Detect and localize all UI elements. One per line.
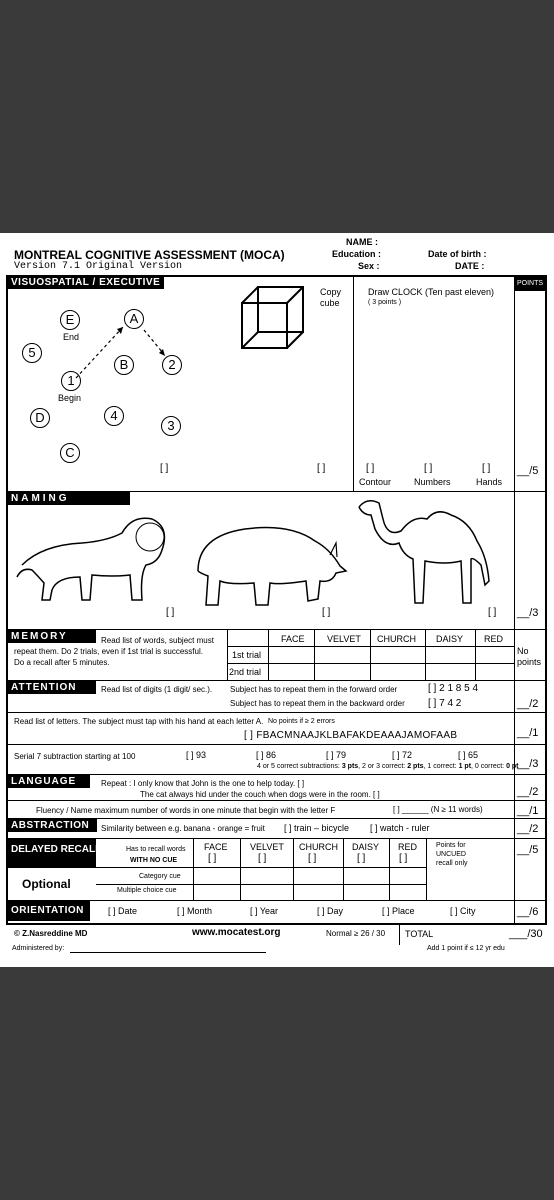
section-language-title: LANGUAGE	[7, 775, 90, 788]
serial7-72[interactable]: [ ] 72	[392, 750, 413, 760]
memory-word-church: CHURCH	[377, 634, 416, 644]
abstraction-score: __/2	[517, 823, 539, 835]
language-repeat-1[interactable]: Repeat : I only know that John is the one to help today. [ ]	[101, 779, 305, 788]
memory-instructions-3: Do a recall after 5 minutes.	[14, 658, 110, 667]
trail-checkbox[interactable]: [ ]	[160, 463, 169, 474]
name-label: NAME :	[346, 237, 378, 247]
orientation-day[interactable]: [ ] Day	[317, 906, 344, 916]
trail-node-3: 3	[161, 416, 181, 436]
cube-checkbox[interactable]: [ ]	[317, 463, 326, 474]
trail-node-1: 1	[61, 371, 81, 391]
memory-word-red: RED	[484, 634, 504, 644]
clock-label: Draw CLOCK (Ten past eleven)	[368, 287, 495, 297]
serial7-79[interactable]: [ ] 79	[326, 750, 347, 760]
trail-node-5: 5	[22, 343, 42, 363]
recall-word-red: RED	[398, 842, 418, 852]
serial7-score: __/3	[517, 758, 539, 770]
trail-begin-label: Begin	[58, 393, 82, 403]
hands-checkbox[interactable]: [ ]	[482, 463, 491, 474]
section-visuospatial-title: VISUOSPATIAL / EXECUTIVE	[7, 276, 164, 289]
contour-label: Contour	[359, 477, 392, 487]
trail-making-arrows	[8, 293, 228, 473]
trail-node-a: A	[124, 309, 144, 329]
delayed-has-to-recall: Has to recall words	[126, 846, 186, 853]
category-cue-label: Category cue	[139, 873, 181, 880]
abstraction-item-1[interactable]: [ ] train – bicycle	[284, 823, 350, 833]
attention-backward-digits[interactable]: [ ] 7 4 2	[428, 698, 462, 709]
memory-instructions-2: repeat them. Do 2 trials, even if 1st trial is successful.	[14, 647, 203, 656]
numbers-label: Numbers	[414, 477, 451, 487]
fluency-box[interactable]: [ ] ______ (N ≥ 11 words)	[393, 805, 483, 814]
education-label: Education :	[332, 249, 381, 259]
attention-letters[interactable]: [ ] FBACMNAAJKLBAFAKDEAAAJAMOFAAB	[244, 730, 458, 741]
recall-points-for-1: Points for	[436, 842, 466, 849]
footer-administered: Administered by:	[12, 945, 65, 952]
language-repeat-score: __/2	[517, 786, 539, 798]
cube-icon	[238, 283, 313, 358]
section-attention-title: ATTENTION	[7, 681, 96, 694]
lion-checkbox[interactable]: [ ]	[166, 607, 175, 618]
recall-checkbox-face[interactable]: [ ]	[208, 853, 217, 864]
memory-word-daisy: DAISY	[436, 634, 464, 644]
cube-label: cube	[320, 298, 340, 308]
recall-word-face: FACE	[204, 842, 228, 852]
trail-node-c: C	[60, 443, 80, 463]
memory-trial-1: 1st trial	[232, 650, 262, 660]
recall-checkbox-velvet[interactable]: [ ]	[258, 853, 267, 864]
form-version: Version 7.1 Original Version	[14, 261, 183, 272]
memory-no-points-1: No	[517, 646, 529, 656]
trail-node-4: 4	[104, 406, 124, 426]
dob-label: Date of birth :	[428, 249, 487, 259]
trail-node-d: D	[30, 408, 50, 428]
memory-word-face: FACE	[281, 634, 305, 644]
footer-edu-note: Add 1 point if ≤ 12 yr edu	[427, 945, 505, 952]
serial7-93[interactable]: [ ] 93	[186, 750, 207, 760]
copy-label: Copy	[320, 287, 342, 297]
attention-digits-instr: Read list of digits (1 digit/ sec.).	[101, 685, 213, 694]
memory-word-velvet: VELVET	[327, 634, 361, 644]
fluency-label: Fluency / Name maximum number of words in one minute that begin with the letter F	[36, 806, 336, 815]
abstraction-item-2[interactable]: [ ] watch - ruler	[370, 823, 430, 833]
rhinoceros-checkbox[interactable]: [ ]	[322, 607, 331, 618]
attention-letters-instr: Read list of letters. The subject must tap with his hand at each letter A.	[14, 717, 264, 726]
orientation-score: __/6	[517, 906, 539, 918]
attention-letters-nopoints: No points if ≥ 2 errors	[268, 718, 335, 725]
delayed-with-no-cue: WITH NO CUE	[130, 857, 178, 864]
clock-divider	[353, 276, 354, 491]
trail-node-2: 2	[162, 355, 182, 375]
section-memory-title: MEMORY	[7, 630, 96, 643]
attention-forward-digits[interactable]: [ ] 2 1 8 5 4	[428, 683, 479, 694]
memory-no-points-2: points	[517, 657, 542, 667]
contour-checkbox[interactable]: [ ]	[366, 463, 375, 474]
orientation-date[interactable]: [ ] Date	[108, 906, 138, 916]
recall-word-daisy: DAISY	[352, 842, 380, 852]
serial7-65[interactable]: [ ] 65	[458, 750, 479, 760]
memory-trial-2: 2nd trial	[229, 667, 262, 677]
lion-icon	[12, 505, 172, 605]
section-naming-title: NAMING	[7, 492, 130, 505]
orientation-place[interactable]: [ ] Place	[382, 906, 415, 916]
footer-author: © Z.Nasreddine MD	[14, 929, 88, 938]
administered-line	[70, 952, 266, 953]
language-repeat-2[interactable]: The cat always hid under the couch when dogs were in the room. [ ]	[140, 790, 380, 799]
footer-total-score: ___/30	[509, 928, 543, 940]
moca-form	[0, 233, 554, 967]
multiple-choice-cue-label: Multiple choice cue	[117, 887, 177, 894]
sex-label: Sex :	[358, 261, 380, 271]
recall-checkbox-church[interactable]: [ ]	[308, 853, 317, 864]
points-column-divider	[514, 275, 515, 925]
section-delayed-recall-title: DELAYED RECALL	[11, 844, 102, 855]
rhinoceros-icon	[190, 511, 350, 611]
section-abstraction-title: ABSTRACTION	[7, 819, 97, 832]
recall-checkbox-daisy[interactable]: [ ]	[357, 853, 366, 864]
form-title: MONTREAL COGNITIVE ASSESSMENT (MOCA)	[14, 248, 285, 262]
footer-total-label: TOTAL	[405, 929, 434, 939]
points-header: POINTS	[517, 280, 544, 287]
footer-website[interactable]: www.mocatest.org	[192, 927, 281, 938]
clock-points: ( 3 points )	[368, 299, 402, 306]
trail-end-label: End	[63, 332, 80, 342]
recall-points-for-2: UNCUED	[436, 851, 466, 858]
hands-label: Hands	[476, 477, 503, 487]
orientation-city[interactable]: [ ] City	[450, 906, 476, 916]
camel-checkbox[interactable]: [ ]	[488, 607, 497, 618]
attention-forward-label: Subject has to repeat them in the forward order	[230, 685, 398, 694]
recall-word-velvet: VELVET	[250, 842, 284, 852]
fluency-score: __/1	[517, 805, 539, 817]
visuospatial-score: __/5	[517, 465, 539, 477]
memory-instructions-1: Read list of words, subject must	[101, 636, 214, 645]
recall-checkbox-red[interactable]: [ ]	[399, 853, 408, 864]
serial7-scoring: 4 or 5 correct subtractions: 3 pts, 2 or 3 correct: 2 pts, 1 correct: 1 pt, 0 correct: 0 pt	[257, 763, 519, 770]
delayed-recall-score: __/5	[517, 844, 539, 856]
trail-node-b: B	[114, 355, 134, 375]
date-label: DATE :	[455, 261, 485, 271]
attention-letters-score: __/1	[517, 727, 539, 739]
abstraction-instr: Similarity between e.g. banana - orange = fruit	[101, 824, 265, 833]
trail-node-e: E	[60, 310, 80, 330]
attention-digits-score: __/2	[517, 698, 539, 710]
recall-word-church: CHURCH	[299, 842, 338, 852]
orientation-month[interactable]: [ ] Month	[177, 906, 213, 916]
attention-backward-label: Subject has to repeat them in the backward order	[230, 699, 405, 708]
serial7-86[interactable]: [ ] 86	[256, 750, 277, 760]
optional-label: Optional	[22, 877, 71, 891]
naming-score: __/3	[517, 607, 539, 619]
orientation-year[interactable]: [ ] Year	[250, 906, 279, 916]
camel-icon	[355, 495, 500, 610]
section-orientation-title: ORIENTATION	[7, 901, 90, 921]
recall-points-for-3: recall only	[436, 860, 468, 867]
serial7-label: Serial 7 subtraction starting at 100	[14, 752, 136, 761]
footer-normal: Normal ≥ 26 / 30	[326, 929, 386, 938]
numbers-checkbox[interactable]: [ ]	[424, 463, 433, 474]
